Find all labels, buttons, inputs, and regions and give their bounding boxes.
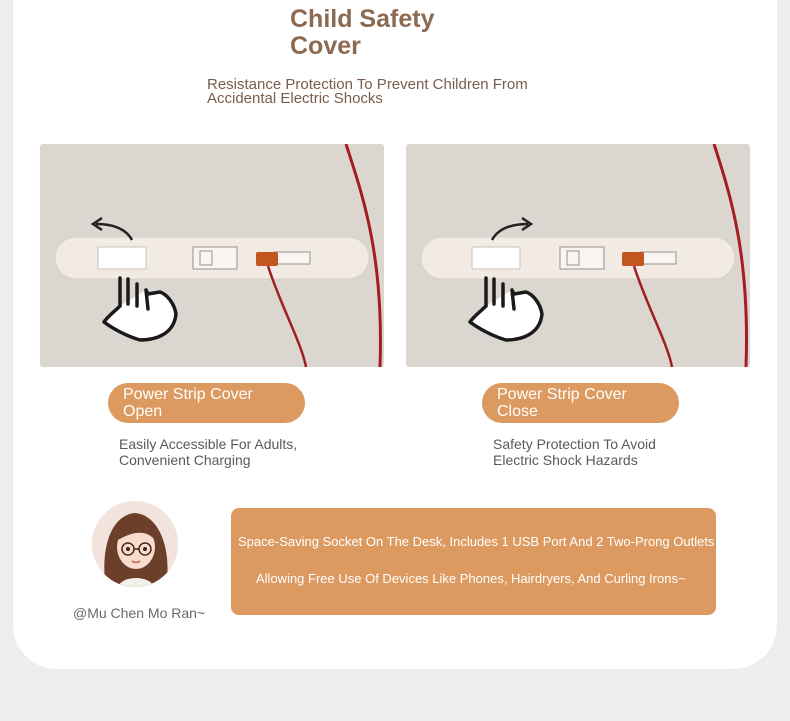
subtitle-line-1: Resistance Protection To Prevent Children From [207, 76, 528, 93]
cover-close-description-line-2: Electric Shock Hazards [493, 452, 638, 468]
cover-open-label-line-2: Open [123, 403, 163, 420]
product-photo-closed [406, 144, 750, 367]
cover-close-description-line-1: Safety Protection To Avoid [493, 436, 656, 452]
cover-open-description-line-1: Easily Accessible For Adults, [119, 436, 298, 452]
feature-banner-line-2: Allowing Free Use Of Devices Like Phones, Hairdryers, And Curling Irons~ [256, 571, 686, 586]
subtitle-line-2: Accidental Electric Shocks [207, 90, 383, 107]
avatar [92, 501, 178, 587]
pointing-hand-icon [104, 278, 176, 340]
cover-close-label-line-1: Power Strip Cover [497, 386, 627, 403]
page-title [290, 6, 434, 60]
cover-open-label [108, 383, 305, 423]
cover-open-description [119, 436, 339, 468]
title-line-2: Cover [290, 32, 361, 60]
pointing-hand-icon [470, 278, 542, 340]
feature-banner-line-1: Space-Saving Socket On The Desk, Includes 1 USB Port And 2 Two-Prong Outlets [238, 534, 715, 549]
cover-open-description-line-2: Convenient Charging [119, 452, 251, 468]
title-line-1: Child Safety [290, 5, 435, 33]
author-username: @Mu Chen Mo Ran~ [73, 605, 206, 621]
page-subtitle [207, 78, 587, 106]
cover-close-label-line-2: Close [497, 403, 538, 420]
power-strip-open-illustration [40, 144, 384, 367]
product-photo-open [40, 144, 384, 367]
feature-banner [231, 508, 716, 615]
cover-close-description [493, 436, 713, 468]
power-strip-closed-illustration [406, 144, 750, 367]
cover-close-label [482, 383, 679, 423]
cover-open-label-line-1: Power Strip Cover [123, 386, 253, 403]
girl-avatar-icon [92, 501, 178, 587]
